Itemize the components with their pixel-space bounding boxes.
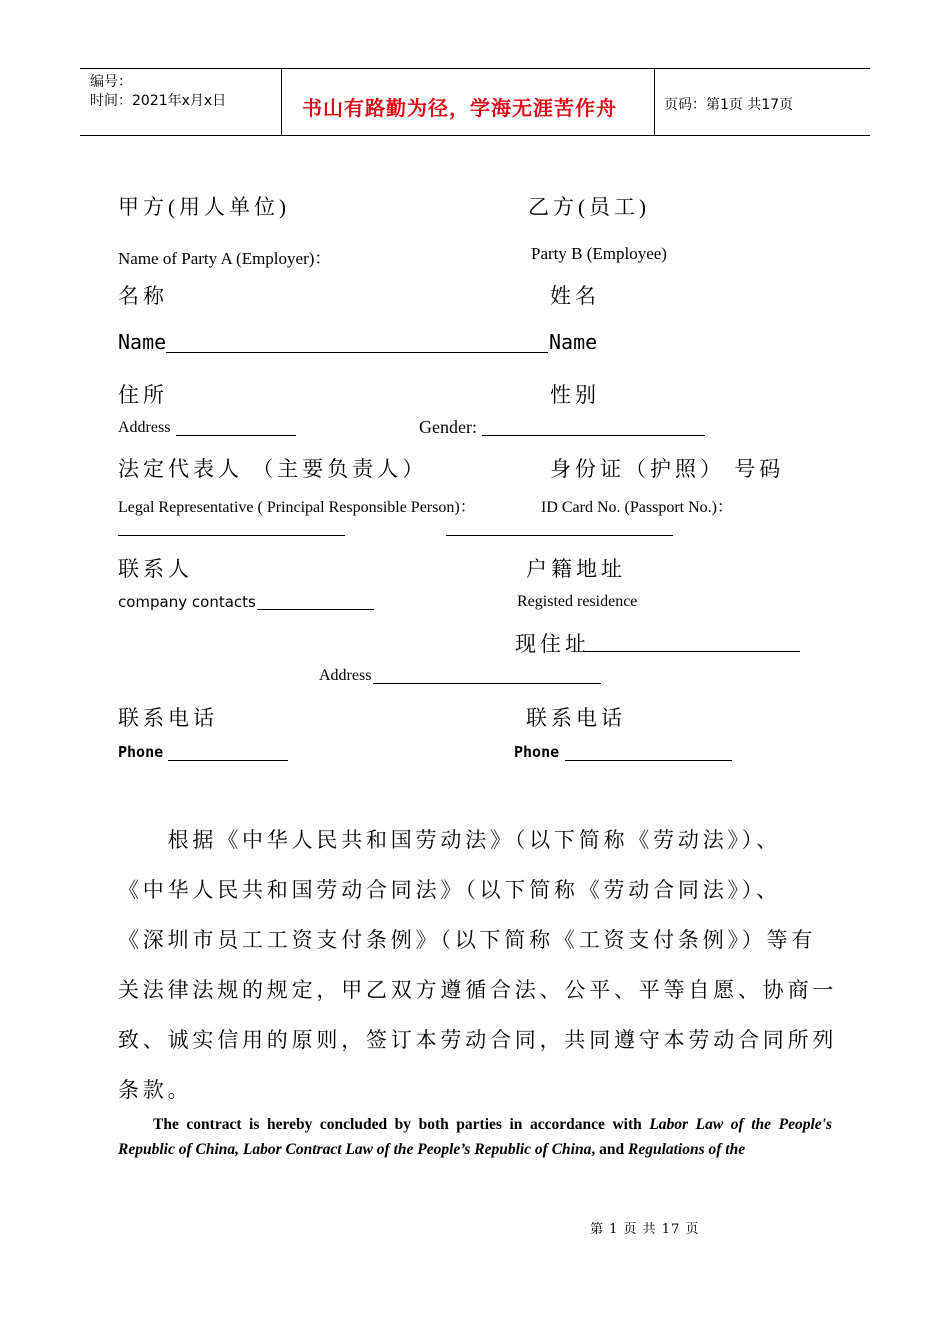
header-divider-left	[281, 68, 282, 136]
body-line: 关法律法规的规定，甲乙双方遵循合法、公平、平等自愿、协商一	[118, 978, 838, 1002]
party-b-gender-en: Gender:	[419, 417, 477, 437]
page-footer: 第 1 页 共 17 页	[590, 1222, 700, 1237]
body-en-text: The contract is hereby concluded by both parties in accordance with	[153, 1116, 650, 1133]
party-b-current-address-en: Address	[319, 667, 372, 684]
party-b-id-cn: 身份证（护照） 号码	[550, 457, 785, 481]
party-b-name-cn: 姓名	[550, 284, 600, 308]
party-a-heading: 甲方(用人单位)	[118, 195, 290, 219]
party-a-name-en: Name	[118, 330, 167, 354]
doc-time-label: 时间：2021年x月x日	[90, 93, 227, 109]
party-b-id-en: ID Card No. (Passport No.)：	[541, 499, 733, 516]
party-a-legal-rep-field[interactable]	[118, 535, 345, 536]
party-a-contact-cn: 联系人	[118, 557, 193, 581]
party-b-current-address-en-field[interactable]	[373, 683, 601, 684]
party-b-residence-en: Registed residence	[517, 593, 638, 610]
party-a-phone-en: Phone	[118, 743, 164, 761]
party-a-contact-field[interactable]	[257, 609, 374, 610]
party-a-legal-rep-cn: 法定代表人 （主要负责人）	[118, 457, 428, 481]
doc-number-label: 编号：	[90, 74, 132, 90]
header-bottom-rule	[80, 135, 870, 136]
body-line: 《中华人民共和国劳动合同法》（以下简称《劳动合同法》）、	[118, 878, 781, 902]
party-b-gender-cn: 性别	[550, 383, 600, 407]
party-a-phone-field[interactable]	[168, 760, 288, 761]
party-b-heading: 乙方(员工)	[528, 195, 650, 219]
body-en-law-title: Labor Contract Law of the People’s Republic of China	[242, 1141, 592, 1158]
body-line: 《深圳市员工工资支付条例》（以下简称《工资支付条例》）等有	[118, 928, 817, 952]
party-b-current-address-cn: 现住址	[515, 632, 590, 656]
party-a-address-en: Address	[118, 419, 171, 436]
body-en-law-title: Regulations of the	[627, 1141, 746, 1158]
party-a-contact-en: company contacts	[118, 593, 256, 611]
header-motto: 书山有路勤为径，学海无涯苦作舟	[302, 96, 617, 120]
party-b-name-en: Name	[549, 330, 598, 354]
party-b-phone-en: Phone	[514, 743, 560, 761]
party-b-residence-cn: 户籍地址	[526, 557, 626, 581]
party-a-phone-cn: 联系电话	[118, 706, 218, 730]
party-a-address-cn: 住所	[118, 383, 168, 407]
party-a-legal-rep-en: Legal Representative ( Principal Responsible Person)：	[118, 499, 476, 516]
header-divider-right	[654, 68, 655, 136]
party-b-id-field[interactable]	[446, 535, 673, 536]
body-en-law-title: Labor Law of the People's Republic of China,	[118, 1116, 832, 1158]
party-b-current-address-field[interactable]	[584, 651, 800, 652]
contract-body-en	[118, 1112, 832, 1162]
party-b-phone-cn: 联系电话	[526, 706, 626, 730]
party-a-name-cn: 名称	[118, 284, 168, 308]
header-top-rule	[80, 68, 870, 69]
party-b-gender-field[interactable]	[482, 435, 705, 436]
header-page-info: 页码：第1页 共17页	[664, 97, 794, 113]
party-a-name-field[interactable]	[166, 352, 548, 353]
contract-body-cn	[118, 815, 838, 1115]
party-a-address-field[interactable]	[176, 435, 296, 436]
body-line: 致、诚实信用的原则，签订本劳动合同，共同遵守本劳动合同所列	[118, 1028, 838, 1052]
party-b-phone-field[interactable]	[565, 760, 732, 761]
body-line: 根据《中华人民共和国劳动法》（以下简称《劳动法》）、	[118, 828, 781, 852]
body-line: 条款。	[118, 1078, 193, 1102]
party-a-heading-en: Name of Party A (Employer)：	[118, 249, 332, 268]
party-b-heading-en: Party B (Employee)	[531, 244, 667, 263]
body-en-text: , and	[591, 1141, 628, 1158]
